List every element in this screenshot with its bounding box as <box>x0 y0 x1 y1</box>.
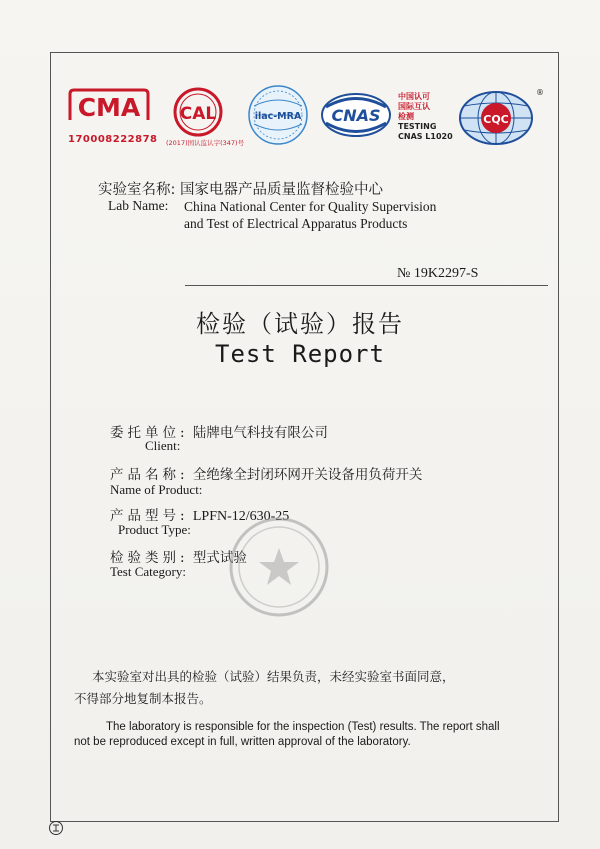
lab-name-en-line-1: China National Center for Quality Supervision <box>184 199 437 214</box>
product-type-value: LPFN-12/630-25 <box>192 509 290 524</box>
cnas-cn-line-1: 中国认可 <box>398 92 430 101</box>
cqc-logo-text: CQC <box>483 113 509 126</box>
cma-logo <box>68 88 150 122</box>
cma-logo-text: CMA <box>77 93 141 122</box>
lab-name-cn <box>98 178 383 199</box>
notice-cn <box>74 666 534 710</box>
notice-cn-line-2: 不得部分地复制本报告。 <box>74 691 212 706</box>
product-name-field <box>110 463 422 483</box>
test-category-value: 型式试验 <box>192 550 247 566</box>
lab-name-en <box>108 198 436 232</box>
lab-name-en-line-2: and Test of Electrical Apparatus Products <box>184 216 408 231</box>
client-field <box>110 421 328 441</box>
lab-name-cn-label: 实验室名称: <box>98 182 176 198</box>
cal-logo <box>172 86 224 138</box>
registered-mark: ® <box>536 88 544 97</box>
cnas-accreditation-text <box>398 92 453 142</box>
ilac-logo-text: ilac-MRA <box>254 111 302 122</box>
ilac-mra-logo <box>246 84 310 146</box>
cnas-logo <box>320 92 392 138</box>
product-name-value: 全绝缘全封闭环网开关设备用负荷开关 <box>192 467 423 483</box>
test-category-en-label: Test Category: <box>110 564 186 579</box>
notice-cn-line-1: 本实验室对出具的检验（试验）结果负责，未经实验室书面同意， <box>92 669 455 684</box>
cnas-cn-line-3: 检测 <box>398 112 414 121</box>
client-value: 陆牌电气科技有限公司 <box>192 425 328 441</box>
product-type-en-label: Product Type: <box>118 522 191 537</box>
product-name-cn-label: 产品名称: <box>110 467 189 483</box>
notice-en-line-2: not be reproduced except in full, written approval of the laboratory. <box>74 736 411 748</box>
notice-en <box>74 720 544 750</box>
product-type-cn-label: 产品型号: <box>110 508 189 524</box>
lab-name-cn-value: 国家电器产品质量监督检验中心 <box>180 182 383 198</box>
corner-stamp-icon <box>48 820 64 836</box>
cnas-cn-line-2: 国际互认 <box>398 102 430 111</box>
client-cn-label: 委托单位: <box>110 425 189 441</box>
notice-en-line-1: The laboratory is responsible for the inspection (Test) results. The report shall <box>106 721 500 733</box>
cnas-logo-text: CNAS <box>331 106 381 125</box>
client-en-label: Client: <box>145 438 181 453</box>
cnas-en-line-2: CNAS L1020 <box>398 132 453 141</box>
cal-number: (2017)国认监认字(347)号 <box>166 139 245 147</box>
report-number-rule <box>185 285 548 286</box>
report-number: № 19K2297-S <box>397 266 479 281</box>
embossed-seal <box>220 514 338 620</box>
certification-logos <box>62 82 552 162</box>
cma-number: 170008222878 <box>68 134 158 145</box>
test-category-cn-label: 检验类别: <box>110 550 189 566</box>
product-name-en-label: Name of Product: <box>110 482 203 497</box>
cnas-en-line-1: TESTING <box>398 122 437 131</box>
cal-logo-text: CAL <box>179 104 217 124</box>
lab-name-en-label: Lab Name: <box>108 198 169 213</box>
cqc-globe-logo <box>454 86 546 146</box>
title-en: Test Report <box>215 340 385 368</box>
title-cn: 检验（试验）报告 <box>196 310 404 338</box>
